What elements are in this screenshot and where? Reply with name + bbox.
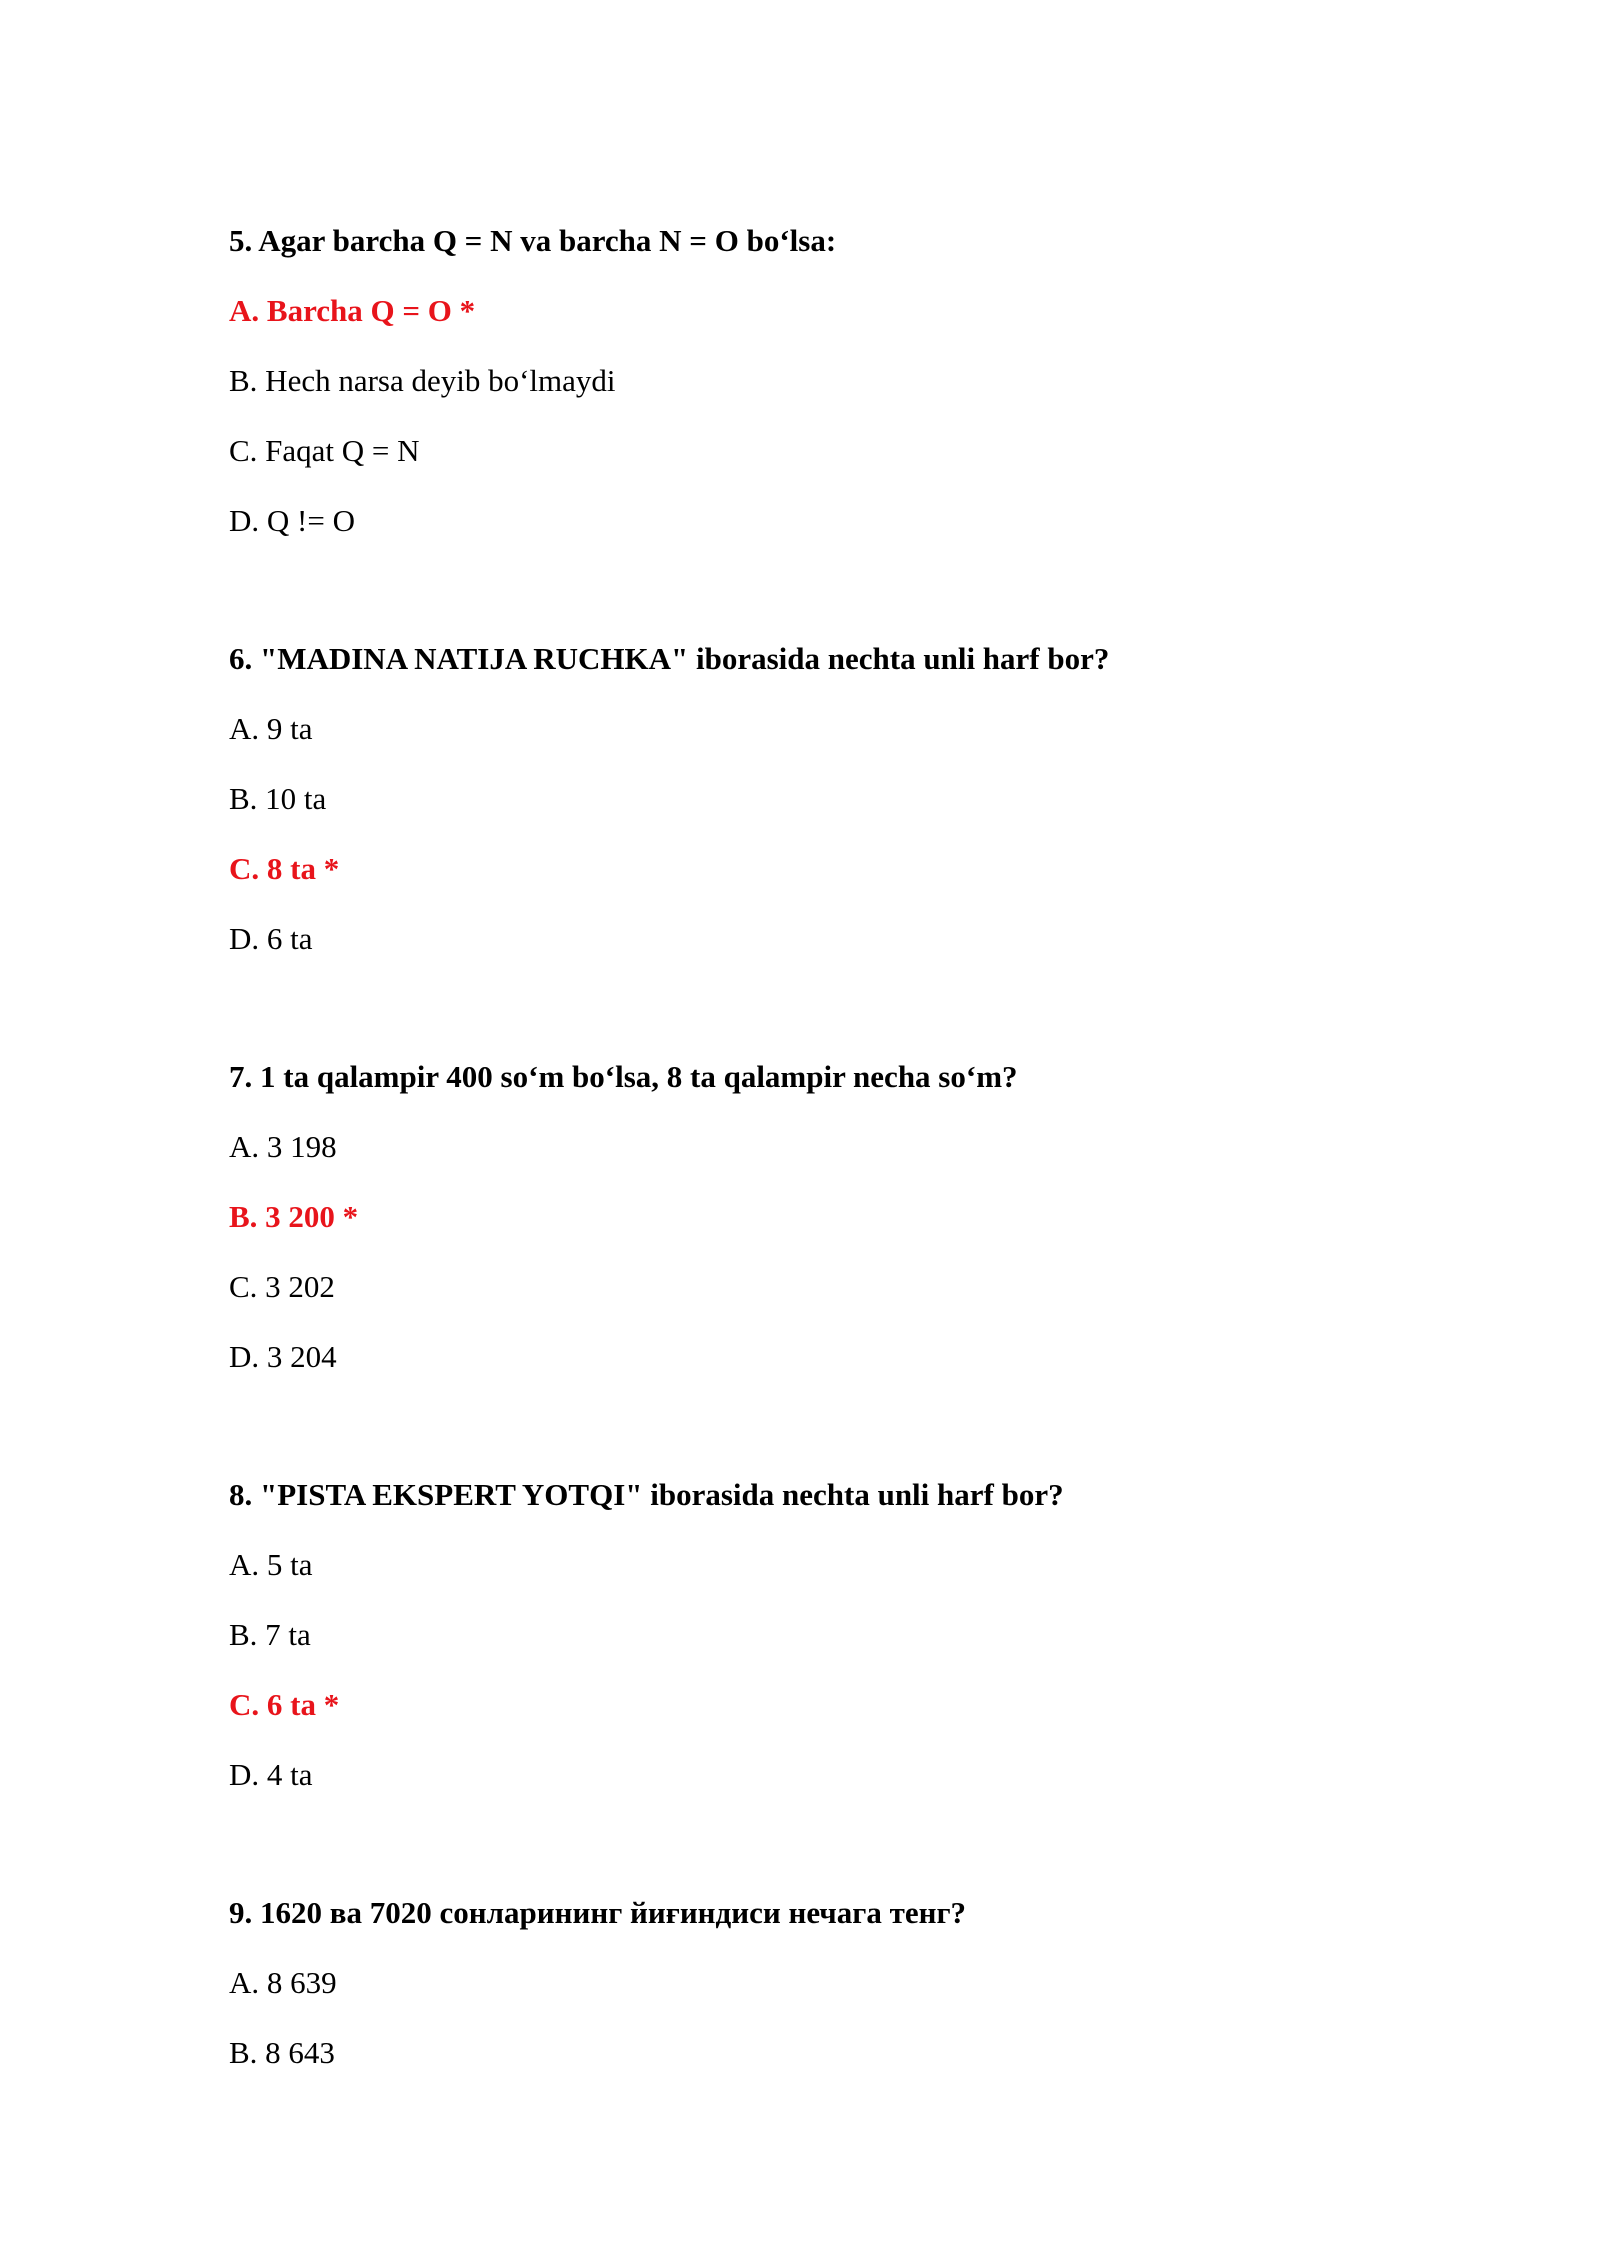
option-d: D. 6 ta <box>229 921 313 956</box>
question-title: 6. "MADINA NATIJA RUCHKA" iborasida nechta unli harf bor? <box>229 641 1110 676</box>
option-c: C. 6 ta * <box>229 1687 340 1722</box>
question-title: 8. "PISTA EKSPERT YOTQI" iborasida nechta unli harf bor? <box>229 1477 1064 1512</box>
option-a: A. 5 ta <box>229 1547 313 1582</box>
option-d: D. 4 ta <box>229 1757 313 1792</box>
question-7 <box>229 1059 1489 1409</box>
question-5 <box>229 223 1489 573</box>
option-b: B. Hech narsa deyib bo‘lmaydi <box>229 363 616 398</box>
question-title: 7. 1 ta qalampir 400 so‘m bo‘lsa, 8 ta qalampir necha so‘m? <box>229 1059 1018 1094</box>
question-6 <box>229 641 1489 991</box>
option-c: C. Faqat Q = N <box>229 433 420 468</box>
option-b: B. 3 200 * <box>229 1199 359 1234</box>
option-a: A. 3 198 <box>229 1129 337 1164</box>
option-a: A. 9 ta <box>229 711 313 746</box>
option-b: B. 7 ta <box>229 1617 311 1652</box>
option-b: B. 10 ta <box>229 781 327 816</box>
option-d: D. Q != O <box>229 503 355 538</box>
question-title: 5. Agar barcha Q = N va barcha N = O bo‘lsa: <box>229 223 837 258</box>
option-c: C. 3 202 <box>229 1269 335 1304</box>
question-8 <box>229 1477 1489 1827</box>
option-c: C. 8 ta * <box>229 851 340 886</box>
option-b: B. 8 643 <box>229 2035 335 2070</box>
option-a: A. 8 639 <box>229 1965 337 2000</box>
option-d: D. 3 204 <box>229 1339 337 1374</box>
option-a: A. Barcha Q = O * <box>229 293 476 328</box>
question-title: 9. 1620 ва 7020 сонларининг йиғиндиси нечага тенг? <box>229 1895 967 1930</box>
question-9 <box>229 1895 1489 2105</box>
